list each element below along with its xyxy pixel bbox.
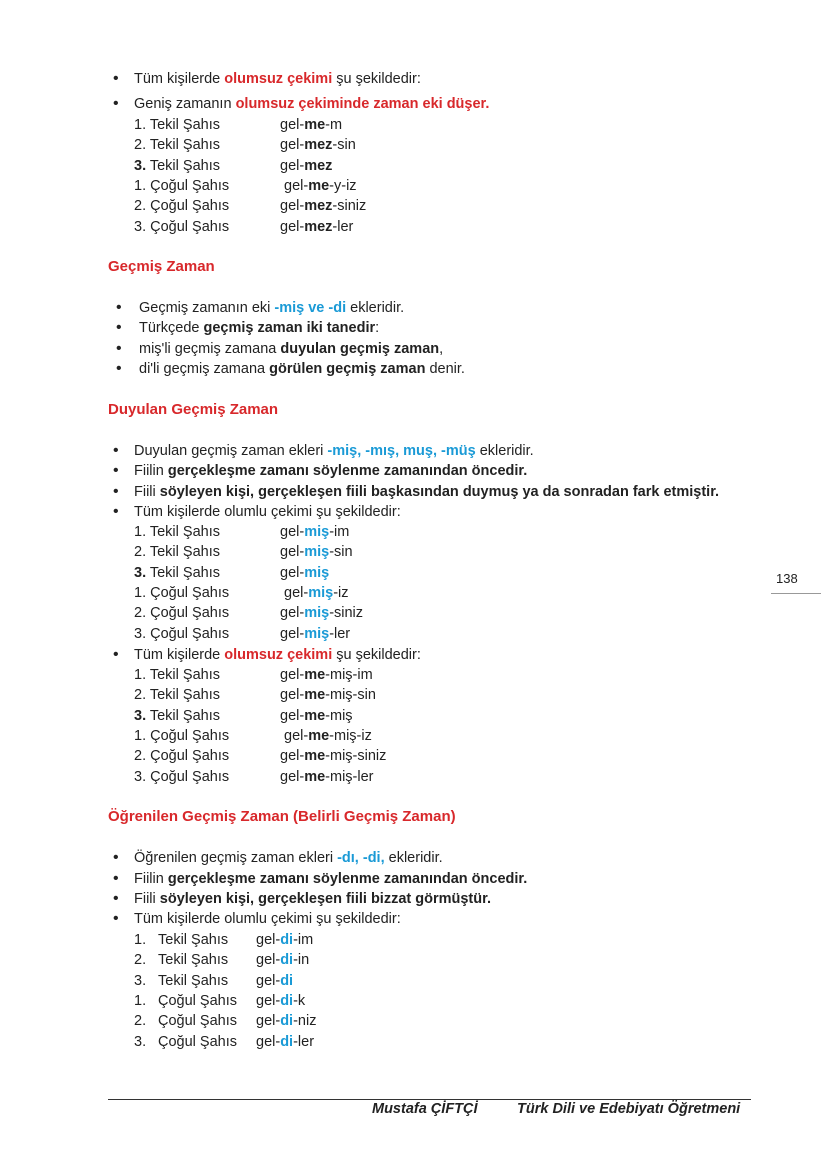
row-number: 3. (134, 972, 147, 989)
row-form (280, 767, 373, 787)
bullet-dot: • (113, 870, 119, 887)
row-person: Çoğul Şahıs (158, 1013, 237, 1030)
bullet-soyleyen-2 (0, 889, 828, 909)
row-person: Tekil Şahıs (158, 932, 229, 948)
table-row (0, 135, 828, 155)
footer-role: Türk Dili ve Edebiyatı Öğretmeni (517, 1101, 741, 1117)
form-suffix: me (308, 727, 330, 744)
form-suffix: me (304, 707, 326, 724)
row-label: Tekil Şahıs (146, 707, 220, 724)
row-form (280, 624, 350, 644)
row-label: Tekil Şahıs (146, 667, 220, 683)
form-ending: -miş-iz (329, 727, 372, 744)
form-ending: -k (293, 992, 306, 1009)
highlight-blue: -miş ve -di (274, 300, 347, 316)
row-person (134, 196, 229, 216)
highlight-red: olumsuz çekimi (224, 71, 333, 87)
table-row (0, 563, 828, 583)
row-number: 2. (134, 137, 147, 154)
form-ending: -im (329, 524, 350, 540)
text: Tüm kişilerde (134, 647, 225, 663)
row-label: Tekil Şahıs (146, 524, 220, 540)
form-suffix: miş (304, 564, 330, 581)
table-row (0, 542, 828, 562)
form-ending: -ler (293, 1033, 315, 1050)
form-stem: gel- (256, 952, 281, 969)
row-form (280, 217, 353, 237)
row-form (256, 930, 313, 950)
bullet-misli (0, 339, 828, 359)
form-stem: gel- (280, 748, 305, 765)
row-form (280, 665, 373, 685)
form-ending: -miş-ler (325, 768, 374, 785)
form-suffix: me (304, 117, 326, 133)
bullet-dot: • (113, 483, 119, 500)
bullet-duyulan-ekleri (0, 441, 828, 461)
form-suffix: di (280, 972, 294, 989)
form-stem: gel- (280, 667, 305, 683)
form-stem: gel- (284, 727, 309, 744)
table-row (0, 930, 828, 950)
text: di'li geçmiş zamana (139, 361, 270, 377)
form-ending: -ler (329, 625, 351, 642)
text: Türkçede (139, 320, 204, 336)
form-ending: -siniz (329, 605, 364, 622)
row-form (280, 563, 329, 583)
bullet-iki-tane (0, 318, 828, 338)
bullet-dot: • (113, 646, 119, 663)
row-number: 1. (134, 524, 147, 540)
form-suffix: miş (308, 584, 334, 601)
text: Tüm kişilerde olumlu çekimi şu şekildedir: (134, 504, 401, 520)
highlight-blue: -dı, -di, (337, 850, 385, 866)
form-ending: -ler (332, 218, 354, 235)
row-person (134, 603, 229, 623)
footer-author: Mustafa ÇİFTÇİ (372, 1101, 478, 1117)
row-form (280, 746, 386, 766)
text: : (375, 320, 380, 336)
table-row (0, 522, 828, 542)
row-label: Çoğul Şahıs (146, 198, 230, 215)
text: , (439, 341, 444, 357)
bullet-dot: • (113, 503, 119, 520)
row-number: 1. (134, 727, 147, 744)
row-form (280, 603, 363, 623)
bullet-dot: • (113, 910, 119, 927)
footer-rule (108, 1099, 751, 1100)
row-form (280, 542, 353, 562)
row-person (134, 726, 229, 746)
form-stem: gel- (280, 198, 305, 215)
bold-text: söyleyen kişi, gerçekleşen fiili başkasından duymuş ya da sonradan fark etmiştir. (159, 484, 720, 500)
row-number: 3. (134, 564, 147, 581)
highlight-red: olumsuz çekiminde zaman eki düşer. (235, 96, 490, 112)
table-row (0, 665, 828, 685)
row-form (280, 706, 353, 726)
bold-text: geçmiş zaman iki tanedir (203, 320, 376, 336)
table-row (0, 603, 828, 623)
row-number: 1. (134, 992, 147, 1009)
form-suffix: di (280, 1033, 294, 1050)
bullet-gerceklesme-2 (0, 869, 828, 889)
table-row (0, 196, 828, 216)
bullet-olumlu-cekim-2 (0, 909, 828, 929)
row-person (134, 706, 220, 726)
row-label: Tekil Şahıs (146, 544, 220, 561)
row-person (134, 624, 229, 644)
bullet-gerceklesme (0, 461, 828, 481)
table-row (0, 950, 828, 970)
form-suffix: miş (304, 544, 330, 561)
row-number: 3. (134, 218, 147, 235)
form-ending: -miş (325, 707, 353, 724)
form-ending: -miş-siniz (325, 748, 387, 765)
table-row (0, 726, 828, 746)
form-stem: gel- (280, 564, 305, 581)
bullet-olumsuz-cekim-2 (0, 645, 828, 665)
form-ending: -siniz (332, 198, 367, 215)
table-row (0, 176, 828, 196)
row-person: Tekil Şahıs (158, 972, 229, 989)
row-label: Tekil Şahıs (146, 137, 220, 154)
table-row (0, 115, 828, 135)
row-form (284, 583, 349, 603)
form-ending: -niz (293, 1013, 317, 1030)
form-suffix: di (280, 932, 294, 948)
row-form (280, 156, 332, 176)
row-number: 2. (134, 198, 147, 215)
form-stem: gel- (280, 768, 305, 785)
table-row (0, 767, 828, 787)
row-number: 3. (134, 1033, 147, 1050)
row-form (284, 726, 372, 746)
bullet-genis-zaman (0, 94, 828, 114)
row-person (134, 583, 229, 603)
form-ending: -y-iz (329, 177, 357, 194)
form-suffix: me (304, 748, 326, 765)
form-suffix: di (280, 952, 294, 969)
row-label: Tekil Şahıs (146, 687, 220, 704)
row-form (256, 1032, 314, 1052)
bullet-dot: • (113, 462, 119, 479)
row-person (134, 176, 229, 196)
row-person: Tekil Şahıs (158, 952, 229, 969)
row-label: Çoğul Şahıs (146, 177, 230, 194)
table-row (0, 991, 828, 1011)
bullet-dot: • (113, 890, 119, 907)
row-number: 1. (134, 667, 147, 683)
form-suffix: mez (304, 137, 333, 154)
bold-text: gerçekleşme zamanı söylenme zamanından öncedir. (167, 463, 528, 479)
form-suffix: mez (304, 218, 333, 235)
form-stem: gel- (256, 1013, 281, 1030)
text: Fiilin (134, 463, 168, 479)
row-label: Tekil Şahıs (146, 117, 220, 133)
row-person (134, 665, 220, 685)
row-form (256, 1011, 316, 1031)
row-form (256, 991, 305, 1011)
row-number: 3. (134, 157, 147, 174)
row-number: 2. (134, 748, 147, 765)
row-label: Çoğul Şahıs (146, 605, 230, 622)
section-heading-duyulan: Duyulan Geçmiş Zaman (108, 401, 279, 418)
highlight-red: olumsuz çekimi (224, 647, 333, 663)
table-row (0, 583, 828, 603)
form-stem: gel- (280, 524, 305, 540)
form-stem: gel- (280, 687, 305, 704)
text: denir. (425, 361, 465, 377)
table-row (0, 971, 828, 991)
form-stem: gel- (280, 117, 305, 133)
row-number: 1. (134, 177, 147, 194)
row-person (134, 217, 229, 237)
row-person (134, 767, 229, 787)
row-form (280, 196, 366, 216)
bullet-dot: • (116, 319, 122, 336)
row-person (134, 522, 220, 542)
bullet-soyleyen (0, 482, 828, 502)
row-person (134, 115, 220, 135)
row-label: Tekil Şahıs (146, 157, 220, 174)
bullet-dot: • (116, 360, 122, 377)
table-row (0, 1011, 828, 1031)
form-stem: gel- (280, 707, 305, 724)
form-suffix: me (304, 768, 326, 785)
bold-text: söyleyen kişi, gerçekleşen fiili bizzat görmüştür. (159, 891, 491, 907)
row-person (134, 156, 220, 176)
bullet-dot: • (116, 299, 122, 316)
form-suffix: me (304, 687, 326, 704)
highlight-blue: -miş, -mış, muş, -müş (327, 443, 476, 459)
form-stem: gel- (256, 992, 281, 1009)
form-stem: gel- (256, 972, 281, 989)
table-row (0, 1032, 828, 1052)
bullet-dot: • (116, 340, 122, 357)
form-suffix: di (280, 1013, 294, 1030)
bullet-ogrenilen-ekleri (0, 848, 828, 868)
form-stem: gel- (284, 177, 309, 194)
row-person (134, 685, 220, 705)
row-number: 1. (134, 584, 147, 601)
bold-text: duyulan geçmiş zaman (280, 341, 440, 357)
form-stem: gel- (280, 218, 305, 235)
row-number: 3. (134, 707, 147, 724)
row-number: 3. (134, 625, 147, 642)
bullet-dot: • (113, 442, 119, 459)
bullet-dot: • (113, 95, 119, 112)
form-stem: gel- (256, 932, 281, 948)
row-number: 2. (134, 952, 147, 969)
row-person (134, 135, 220, 155)
section-heading-ogrenilen: Öğrenilen Geçmiş Zaman (Belirli Geçmiş Zaman) (108, 808, 456, 825)
row-label: Çoğul Şahıs (146, 584, 230, 601)
text: Fiili (134, 891, 160, 907)
form-suffix: mez (304, 157, 333, 174)
form-suffix: me (308, 177, 330, 194)
row-form (280, 115, 342, 135)
form-suffix: miş (304, 605, 330, 622)
section-heading-gecmis-zaman: Geçmiş Zaman (108, 258, 215, 275)
row-label: Çoğul Şahıs (146, 218, 230, 235)
row-person (134, 542, 220, 562)
row-number: 2. (134, 1013, 147, 1030)
text: Tüm kişilerde olumlu çekimi şu şekildedir: (134, 911, 401, 927)
row-label: Çoğul Şahıs (146, 768, 230, 785)
text: şu şekildedir: (332, 647, 421, 663)
form-stem: gel- (280, 605, 305, 622)
table-row (0, 624, 828, 644)
row-form (280, 135, 356, 155)
table-row (0, 706, 828, 726)
table-row (0, 156, 828, 176)
row-person (134, 563, 220, 583)
text: ekleridir. (475, 443, 534, 459)
bullet-dot: • (113, 70, 119, 87)
text: Fiili (134, 484, 160, 500)
page-number-rule (771, 593, 821, 594)
row-number: 2. (134, 605, 147, 622)
page-number: 138 (776, 571, 798, 586)
row-number: 1. (134, 117, 147, 133)
form-ending: -im (293, 932, 314, 948)
text: ekleridir. (384, 850, 443, 866)
form-stem: gel- (280, 137, 305, 154)
row-label: Çoğul Şahıs (146, 625, 230, 642)
text: Tüm kişilerde (134, 71, 225, 87)
bullet-olumlu-cekim (0, 502, 828, 522)
table-row (0, 217, 828, 237)
form-ending: -sin (329, 544, 353, 561)
text: Duyulan geçmiş zaman ekleri (134, 443, 328, 459)
row-form (280, 685, 376, 705)
row-number: 3. (134, 768, 147, 785)
row-form (284, 176, 357, 196)
form-stem: gel- (284, 584, 309, 601)
form-suffix: miş (304, 625, 330, 642)
row-number: 2. (134, 544, 147, 561)
form-suffix: di (280, 992, 294, 1009)
text: Fiilin (134, 871, 168, 887)
bold-text: gerçekleşme zamanı söylenme zamanından öncedir. (167, 871, 528, 887)
table-row (0, 746, 828, 766)
row-label: Çoğul Şahıs (146, 748, 230, 765)
form-ending: -miş-sin (325, 687, 376, 704)
form-ending: -miş-im (325, 667, 373, 683)
table-row (0, 685, 828, 705)
form-stem: gel- (280, 625, 305, 642)
text: Geçmiş zamanın eki (139, 300, 275, 316)
row-form (256, 971, 293, 991)
row-form (280, 522, 349, 542)
form-suffix: mez (304, 198, 333, 215)
bullet-olumsuz-cekim (0, 69, 828, 89)
form-ending: -sin (332, 137, 356, 154)
form-stem: gel- (280, 157, 305, 174)
bullet-dili (0, 359, 828, 379)
form-stem: gel- (280, 544, 305, 561)
form-suffix: me (304, 667, 326, 683)
row-person: Çoğul Şahıs (158, 1033, 237, 1050)
row-person: Çoğul Şahıs (158, 992, 237, 1009)
text: miş'li geçmiş zamana (139, 341, 281, 357)
text: ekleridir. (346, 300, 405, 316)
text: Geniş zamanın (134, 96, 236, 112)
text: şu şekildedir: (332, 71, 421, 87)
row-person (134, 746, 229, 766)
bullet-gecmis-eki (0, 298, 828, 318)
row-number: 2. (134, 687, 147, 704)
form-stem: gel- (256, 1033, 281, 1050)
form-ending: -iz (333, 584, 349, 601)
form-suffix: miş (304, 524, 330, 540)
row-label: Çoğul Şahıs (146, 727, 230, 744)
text: Öğrenilen geçmiş zaman ekleri (134, 850, 338, 866)
row-label: Tekil Şahıs (146, 564, 220, 581)
row-form (256, 950, 309, 970)
bullet-dot: • (113, 849, 119, 866)
form-ending: -in (293, 952, 310, 969)
row-number: 1. (134, 932, 147, 948)
form-ending: -m (325, 117, 343, 133)
bold-text: görülen geçmiş zaman (269, 361, 426, 377)
